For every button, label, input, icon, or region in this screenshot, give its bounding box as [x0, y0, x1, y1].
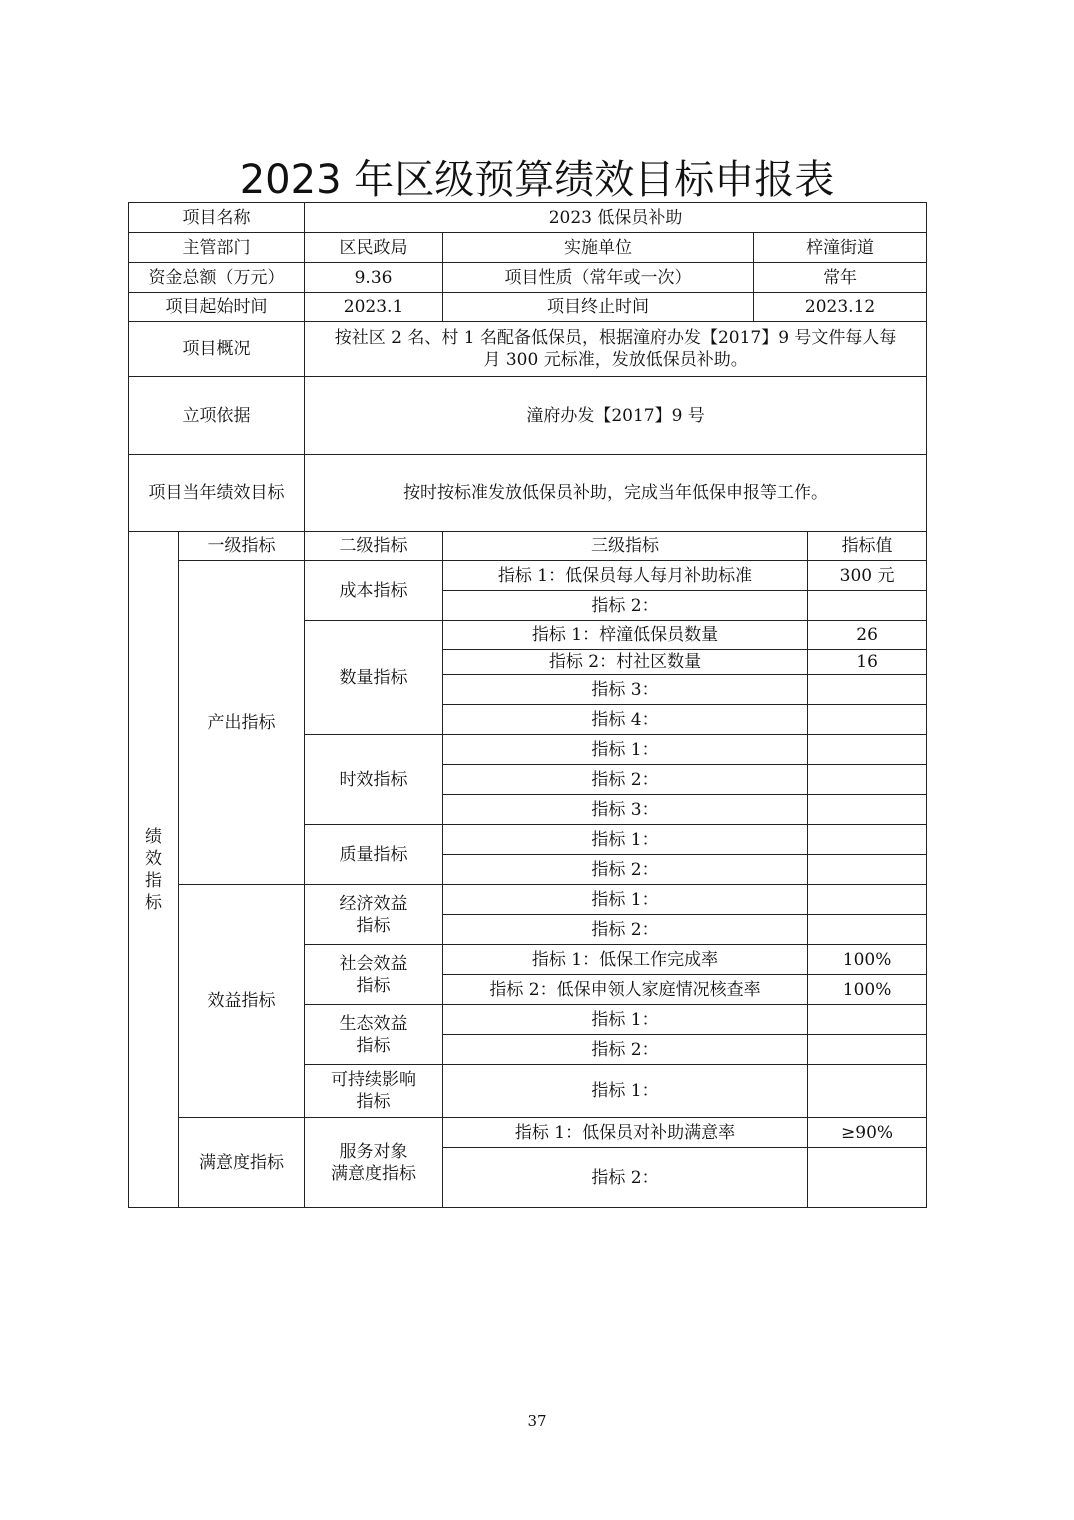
table-row [129, 1118, 927, 1148]
indicator-value: 100% [808, 945, 927, 975]
page-number: 37 [527, 1412, 547, 1430]
header-level-1: 一级指标 [179, 532, 305, 561]
indicator-value: 16 [808, 650, 927, 675]
indicator-value [808, 675, 927, 705]
value-project-name: 2023 低保员补助 [305, 203, 927, 233]
value-overview [305, 322, 927, 377]
label-goal: 项目当年绩效目标 [129, 455, 305, 532]
indicator-value [808, 1148, 927, 1208]
indicator-value [808, 825, 927, 855]
label-quantity: 数量指标 [305, 621, 443, 735]
value-dept: 区民政局 [305, 233, 443, 263]
row-dept [129, 233, 927, 263]
indicator-value: 300 元 [808, 561, 927, 591]
label-fund: 资金总额（万元） [129, 263, 305, 293]
label-output: 产出指标 [179, 561, 305, 885]
indicator-name: 指标 1： [443, 735, 808, 765]
label-ecological: 生态效益 指标 [305, 1005, 443, 1065]
row-project-name [129, 203, 927, 233]
indicator-name: 指标 1：低保员每人每月补助标准 [443, 561, 808, 591]
value-fund: 9.36 [305, 263, 443, 293]
indicator-value: ≥90% [808, 1118, 927, 1148]
indicator-name: 指标 2： [443, 1035, 808, 1065]
indicator-name: 指标 2： [443, 1148, 808, 1208]
indicator-value: 100% [808, 975, 927, 1005]
indicator-value [808, 1065, 927, 1118]
header-level-2: 二级指标 [305, 532, 443, 561]
table-row [129, 561, 927, 591]
label-service-satisfaction: 服务对象 满意度指标 [305, 1118, 443, 1208]
indicator-value [808, 705, 927, 735]
row-basis [129, 377, 927, 455]
overview-line-1: 按社区 2 名、村 1 名配备低保员，根据潼府办发【2017】9 号文件每人每 [334, 328, 897, 348]
label-timeliness: 时效指标 [305, 735, 443, 825]
row-overview [129, 322, 927, 377]
value-start: 2023.1 [305, 293, 443, 322]
indicator-name: 指标 1：低保员对补助满意率 [443, 1118, 808, 1148]
label-social: 社会效益 指标 [305, 945, 443, 1005]
indicator-value [808, 855, 927, 885]
value-impl: 梓潼街道 [754, 233, 927, 263]
label-economic: 经济效益 指标 [305, 885, 443, 945]
indicator-name: 指标 3： [443, 675, 808, 705]
label-start: 项目起始时间 [129, 293, 305, 322]
label-sustainable: 可持续影响 指标 [305, 1065, 443, 1118]
indicator-name: 指标 1：低保工作完成率 [443, 945, 808, 975]
label-impl: 实施单位 [443, 233, 754, 263]
table-row [129, 885, 927, 915]
header-level-3: 三级指标 [443, 532, 808, 561]
label-basis: 立项依据 [129, 377, 305, 455]
label-quality: 质量指标 [305, 825, 443, 885]
indicator-name: 指标 1： [443, 1005, 808, 1035]
indicator-name: 指标 2：村社区数量 [443, 650, 808, 675]
indicator-name: 指标 1：梓潼低保员数量 [443, 621, 808, 650]
label-satisfaction: 满意度指标 [179, 1118, 305, 1208]
indicator-value [808, 735, 927, 765]
indicator-name: 指标 1： [443, 1065, 808, 1118]
value-goal: 按时按标准发放低保员补助，完成当年低保申报等工作。 [305, 455, 927, 532]
indicator-name: 指标 3： [443, 795, 808, 825]
indicator-name: 指标 2： [443, 915, 808, 945]
header-value: 指标值 [808, 532, 927, 561]
label-end: 项目终止时间 [443, 293, 754, 322]
indicator-name: 指标 2：低保申领人家庭情况核查率 [443, 975, 808, 1005]
indicator-value [808, 1035, 927, 1065]
label-dept: 主管部门 [129, 233, 305, 263]
indicator-name: 指标 2： [443, 591, 808, 621]
row-dates [129, 293, 927, 322]
indicator-name: 指标 1： [443, 885, 808, 915]
label-nature: 项目性质（常年或一次） [443, 263, 754, 293]
indicator-value [808, 765, 927, 795]
performance-target-table [128, 202, 927, 1208]
row-fund [129, 263, 927, 293]
label-cost: 成本指标 [305, 561, 443, 621]
label-performance-indicators: 绩 效 指 标 [129, 532, 179, 1208]
value-end: 2023.12 [754, 293, 927, 322]
indicator-value [808, 591, 927, 621]
indicator-name: 指标 1： [443, 825, 808, 855]
indicator-name: 指标 2： [443, 855, 808, 885]
indicator-value: 26 [808, 621, 927, 650]
label-benefit: 效益指标 [179, 885, 305, 1118]
indicator-value [808, 885, 927, 915]
row-indicator-headers [129, 532, 927, 561]
value-basis: 潼府办发【2017】9 号 [305, 377, 927, 455]
indicator-name: 指标 4： [443, 705, 808, 735]
indicator-value [808, 795, 927, 825]
indicator-name: 指标 2： [443, 765, 808, 795]
label-project-name: 项目名称 [129, 203, 305, 233]
indicator-value [808, 1005, 927, 1035]
indicator-value [808, 915, 927, 945]
value-nature: 常年 [754, 263, 927, 293]
overview-line-2: 月 300 元标准，发放低保员补助。 [483, 350, 748, 370]
label-overview: 项目概况 [129, 322, 305, 377]
row-goal [129, 455, 927, 532]
document-title: 2023 年区级预算绩效目标申报表 [239, 157, 835, 203]
